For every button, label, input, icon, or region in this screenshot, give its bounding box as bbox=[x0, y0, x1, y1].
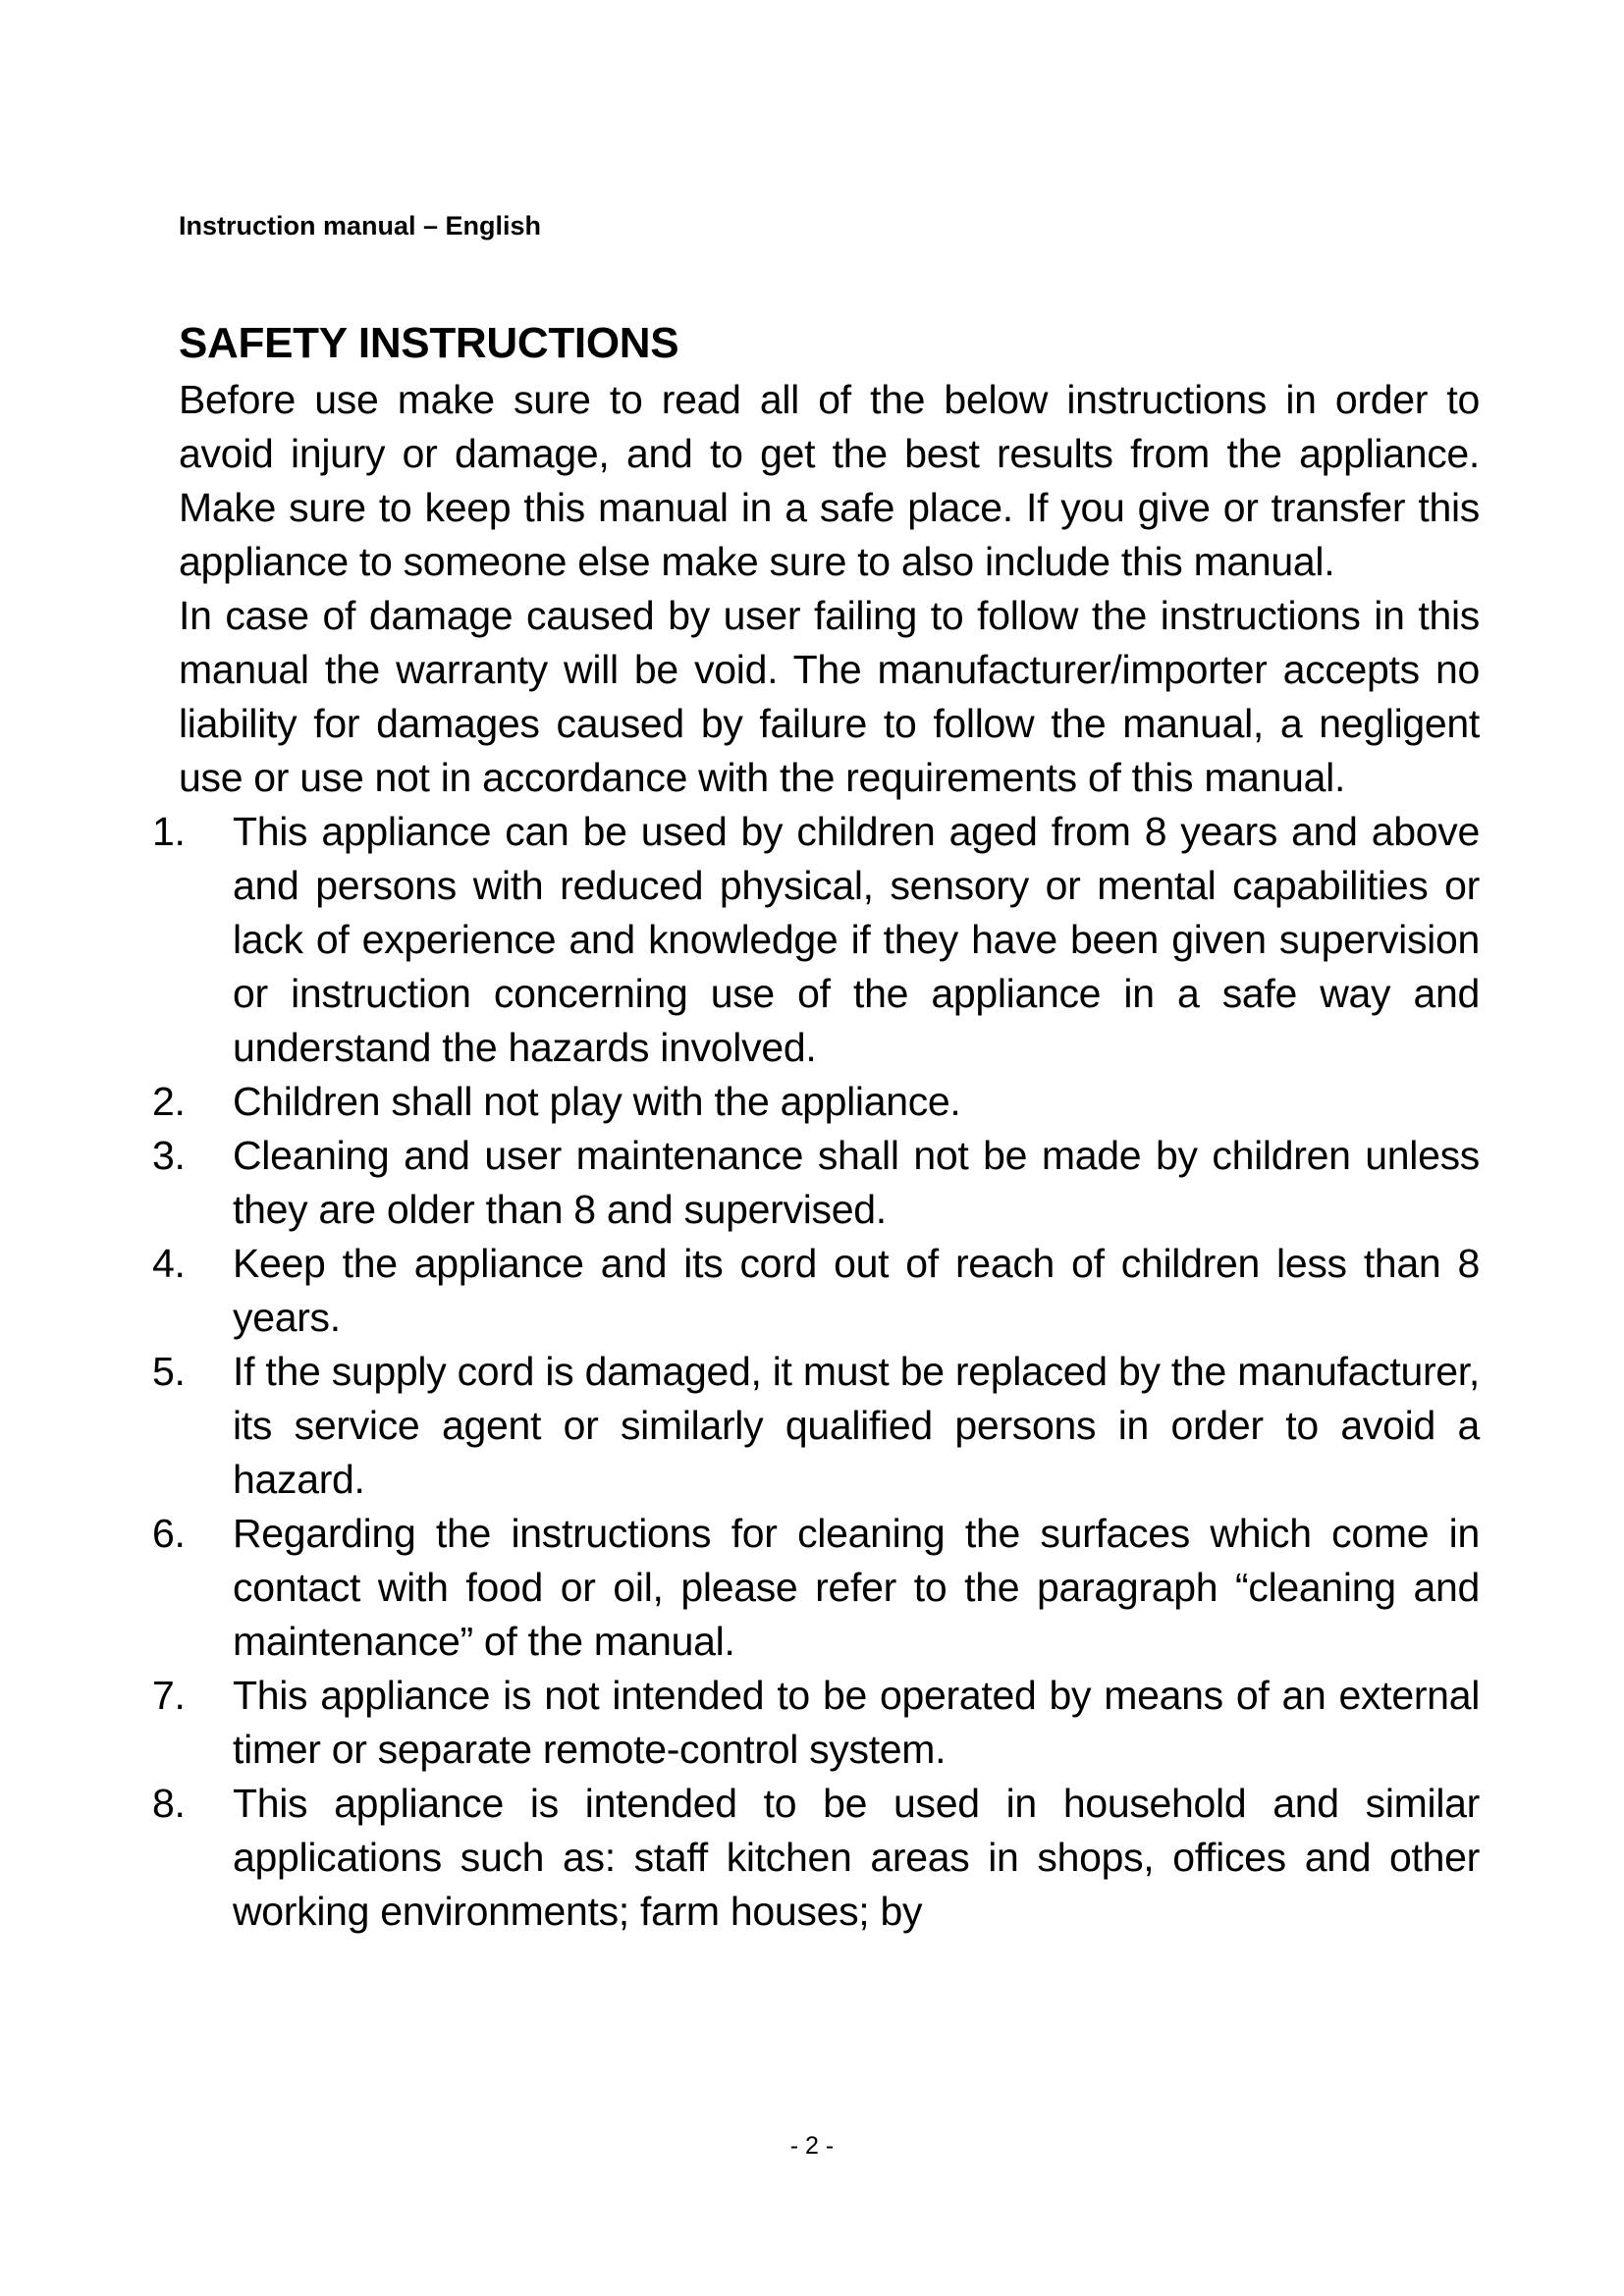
section-title: SAFETY INSTRUCTIONS bbox=[179, 319, 679, 367]
list-item-number: 4. bbox=[152, 1241, 186, 1286]
list-item-text: This appliance is intended to be used in household and similar applications such as: staff kitchen areas in shops, offices and other working environments; farm houses; by bbox=[233, 1781, 1480, 1934]
list-item-text: Regarding the instructions for cleaning the surfaces which come in contact with food or oil, please refer to the paragraph “cleaning and maintenance” of the manual. bbox=[233, 1511, 1480, 1664]
safety-instructions-section bbox=[152, 314, 1480, 1939]
list-item-number: 3. bbox=[152, 1133, 186, 1178]
list-item bbox=[152, 1777, 1480, 1939]
list-item bbox=[152, 1507, 1480, 1669]
list-item-number: 6. bbox=[152, 1511, 186, 1556]
list-item-text: Cleaning and user maintenance shall not be made by children unless they are older than 8 and supervised. bbox=[233, 1133, 1480, 1232]
list-item-number: 1. bbox=[152, 809, 186, 854]
list-item-number: 7. bbox=[152, 1673, 186, 1718]
list-item bbox=[152, 1669, 1480, 1777]
list-item-number: 8. bbox=[152, 1781, 186, 1826]
page-number: - 2 - bbox=[789, 2132, 835, 2160]
instruction-list bbox=[152, 805, 1480, 1939]
list-item bbox=[152, 1237, 1480, 1345]
list-item-text: This appliance is not intended to be operated by means of an external timer or separate remote-control system. bbox=[233, 1673, 1480, 1772]
intro-paragraph: Before use make sure to read all of the below instructions in order to avoid injury or damage, and to get the best results from the appliance. Make sure to keep this manual in a safe place. If you give or transfer this appliance to someone else make sure to also include this manual. bbox=[179, 377, 1480, 584]
list-item bbox=[152, 1345, 1480, 1507]
warranty-paragraph: In case of damage caused by user failing to follow the instructions in this manual the warranty will be void. The manufacturer/importer accepts no liability for damages caused by failure to follow the manual, a negligent use or use not in accordance with the requirements of this manual. bbox=[179, 593, 1480, 800]
list-item bbox=[152, 1129, 1480, 1237]
list-item-text: If the supply cord is damaged, it must be replaced by the manufacturer, its service agent or similarly qualified persons in order to avoid a hazard. bbox=[233, 1349, 1480, 1502]
list-item bbox=[152, 1075, 1480, 1129]
list-item-number: 2. bbox=[152, 1079, 186, 1124]
list-item-text: This appliance can be used by children aged from 8 years and above and persons with reduced physical, sensory or mental capabilities or lack of experience and knowledge if they have been given supervision or instruction concerning use of the appliance in a safe way and understand the hazards involved. bbox=[233, 809, 1480, 1070]
list-item-text: Keep the appliance and its cord out of reach of children less than 8 years. bbox=[233, 1241, 1480, 1340]
list-item-text: Children shall not play with the appliance. bbox=[233, 1079, 961, 1124]
list-item bbox=[152, 805, 1480, 1075]
running-header: Instruction manual – English bbox=[179, 211, 542, 240]
list-item-number: 5. bbox=[152, 1349, 186, 1394]
